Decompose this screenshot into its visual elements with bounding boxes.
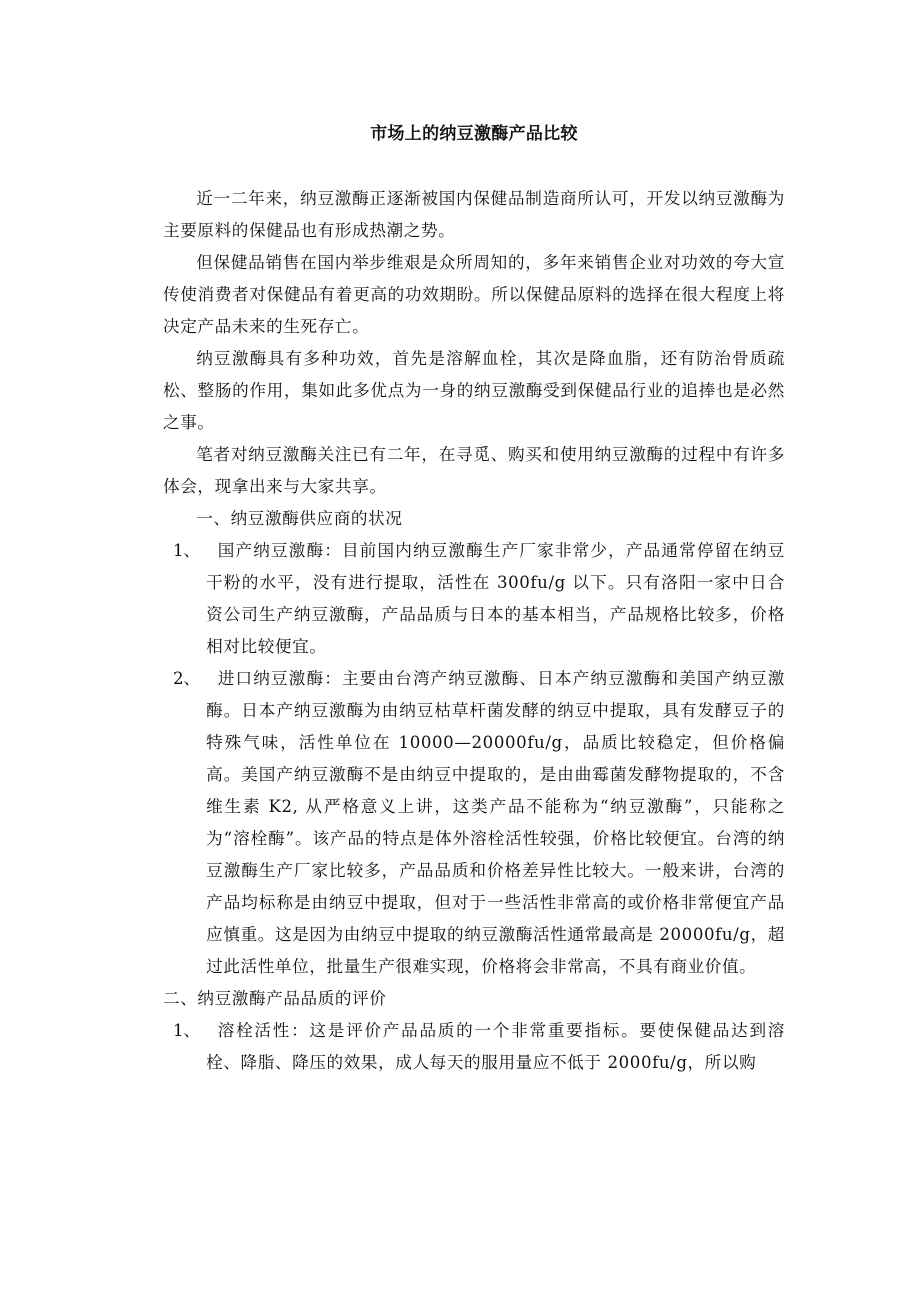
paragraph-market: 但保健品销售在国内举步维艰是众所周知的，多年来销售企业对功效的夸大宣传使消费者对保健品有着更高的功效期盼。所以保健品原料的选择在很大程度上将决定产品未来的生死存亡。 bbox=[163, 253, 785, 336]
section-heading-suppliers: 一、纳豆激酶供应商的状况 bbox=[196, 509, 403, 528]
list-text: 国产纳豆激酶：目前国内纳豆激酶生产厂家非常少，产品通常停留在纳豆干粉的水平，没有进行提取，活性在 300fu/g 以下。只有洛阳一家中日合资公司生产纳豆激酶，产品品质与日本的基本相当，产品规格比较多，价格相对比较便宜。 bbox=[206, 541, 785, 656]
list-number: 1、 bbox=[172, 541, 201, 560]
list-number: 2、 bbox=[172, 669, 201, 688]
paragraph-benefits: 纳豆激酶具有多种功效，首先是溶解血栓，其次是降血脂，还有防治骨质疏松、整肠的作用，集如此多优点为一身的纳豆激酶受到保健品行业的追捧也是必然之事。 bbox=[163, 349, 785, 432]
list-item-domestic bbox=[163, 535, 785, 663]
list-number: 1、 bbox=[172, 1021, 201, 1040]
document-title: 市场上的纳豆激酶产品比较 bbox=[370, 124, 578, 144]
list-item-activity bbox=[163, 1015, 785, 1079]
document-body bbox=[163, 183, 785, 1079]
paragraph-author: 笔者对纳豆激酶关注已有二年，在寻觅、购买和使用纳豆激酶的过程中有许多体会，现拿出来与大家共享。 bbox=[163, 445, 785, 496]
list-item-imported bbox=[163, 663, 785, 983]
section-heading-quality: 二、纳豆激酶产品品质的评价 bbox=[163, 989, 387, 1008]
paragraph-intro: 近一二年来，纳豆激酶正逐渐被国内保健品制造商所认可，开发以纳豆激酶为主要原料的保健品也有形成热潮之势。 bbox=[163, 189, 785, 240]
list-text: 溶栓活性：这是评价产品品质的一个非常重要指标。要使保健品达到溶栓、降脂、降压的效果，成人每天的服用量应不低于 2000fu/g，所以购 bbox=[206, 1021, 785, 1072]
list-text: 进口纳豆激酶：主要由台湾产纳豆激酶、日本产纳豆激酶和美国产纳豆激酶。日本产纳豆激酶为由纳豆枯草杆菌发酵的纳豆中提取，具有发酵豆子的特殊气味，活性单位在 10000—20000fu/g，品质比较稳定，但价格偏高。美国产纳豆激酶不是由纳豆中提取的，是由曲霉菌发酵物提取的，不含维生素 K2, 从严格意义上讲，这类产品不能称为“纳豆激酶”，只能称之为“溶栓酶”。该产品的特点是体外溶栓活性较强，价格比较便宜。台湾的纳豆激酶生产厂家比较多，产品品质和价格差异性比较大。一般来讲，台湾的产品均标称是由纳豆中提取，但对于一些活性非常高的或价格非常便宜产品应慎重。这是因为由纳豆中提取的纳豆激酶活性通常最高是 20000fu/g，超过此活性单位，批量生产很难实现，价格将会非常高，不具有商业价值。 bbox=[206, 669, 785, 976]
